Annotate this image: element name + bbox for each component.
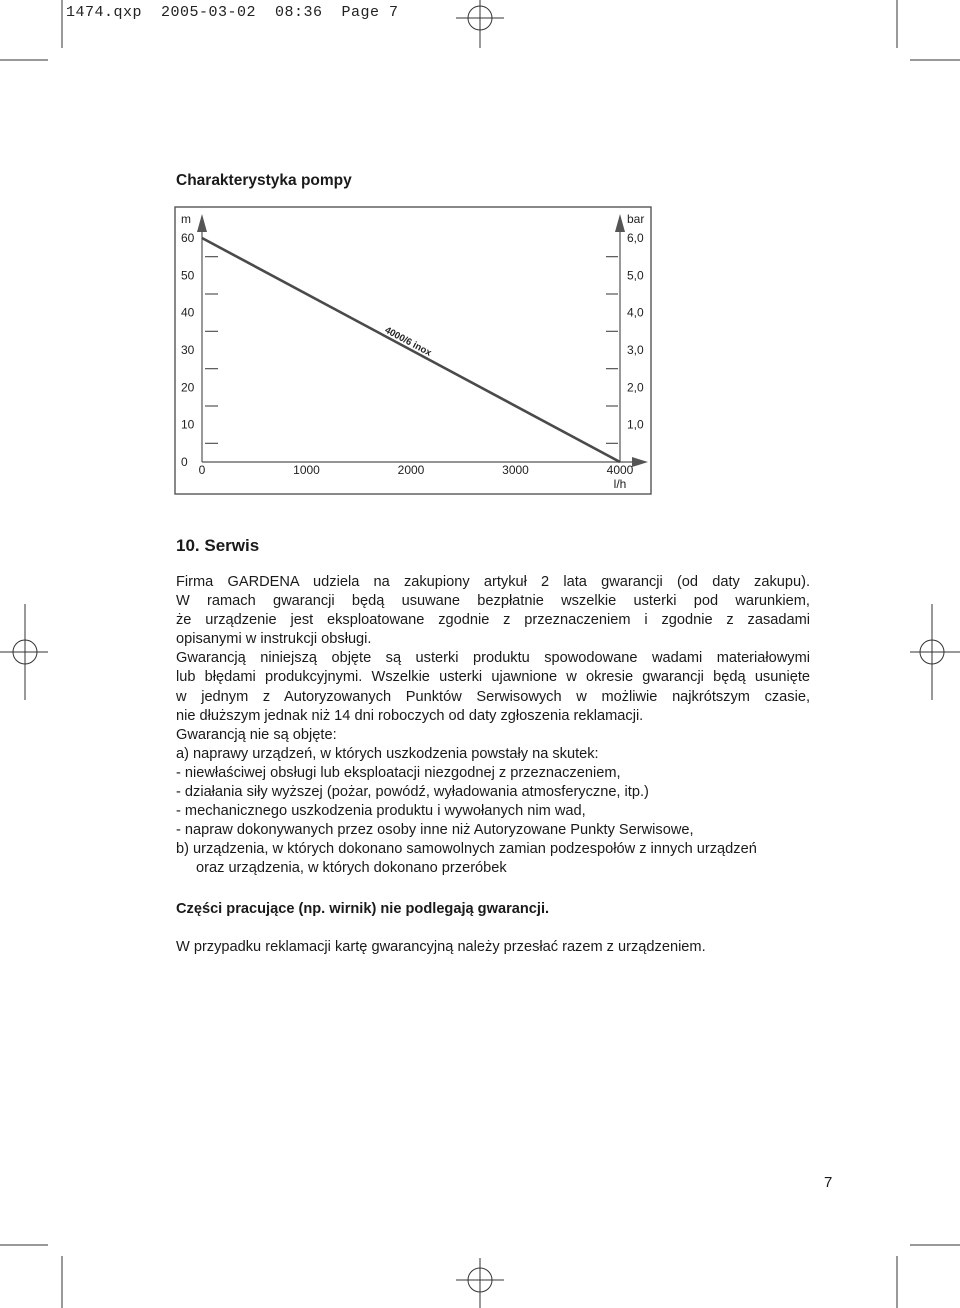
- series-line: [202, 238, 620, 462]
- series-label: 4000/6 inox: [382, 324, 434, 359]
- y-axis-right-unit: bar: [627, 212, 645, 226]
- y-axis-right-arrow: [615, 214, 625, 232]
- page-number: 7: [824, 1174, 833, 1191]
- x-tick-label: 0: [198, 463, 206, 477]
- text-line: - napraw dokonywanych przez osoby inne niż Autoryzowane Punkty Serwisowe,: [176, 822, 694, 839]
- text-line: oraz urządzenia, w których dokonano przeróbek: [196, 860, 507, 877]
- y-tick-label-left: 20: [181, 380, 195, 395]
- complaint-note: W przypadku reklamacji kartę gwarancyjną należy przesłać razem z urządzeniem.: [176, 939, 706, 955]
- print-slug: 1474.qxp 2005-03-02 08:36 Page 7: [66, 4, 399, 21]
- warranty-exclusions: [176, 726, 810, 879]
- chart-title: Charakterystyka pompy: [176, 172, 352, 189]
- text-line: nie dłuższym jednak niż 14 dni roboczych od daty zgłoszenia reklamacji.: [176, 707, 644, 724]
- warranty-paragraph-2: [176, 649, 810, 725]
- x-axis-arrow: [632, 457, 648, 467]
- y-axis-left-unit: m: [181, 212, 191, 226]
- service-section-title: 10. Serwis: [176, 536, 260, 555]
- y-tick-label-right: 4,0: [627, 305, 644, 320]
- text-line: Gwarancją nie są objęte:: [176, 726, 337, 743]
- warranty-paragraph-1: [176, 573, 810, 649]
- text-line: w jednym z Autoryzowanych Punktów Serwisowych w możliwie najkrótszym czasie,: [176, 688, 810, 705]
- y-tick-label-right: 3,0: [627, 343, 644, 357]
- y-tick-label-right: 5,0: [627, 268, 644, 283]
- x-tick-label: 3000: [502, 463, 529, 477]
- y-tick-label-right: 2,0: [627, 380, 644, 395]
- x-tick-label: 2000: [397, 463, 425, 477]
- text-line: W ramach gwarancji będą usuwane bezpłatnie wszelkie usterki pod warunkiem,: [176, 593, 810, 610]
- x-tick-label: 1000: [293, 463, 320, 477]
- text-line: opisanymi w instrukcji obsługi.: [176, 631, 372, 648]
- text-line: a) naprawy urządzeń, w których uszkodzenia powstały na skutek:: [176, 745, 599, 762]
- pump-characteristic-chart: [174, 206, 652, 496]
- y-tick-label-left: 60: [181, 231, 195, 245]
- text-line: b) urządzenia, w których dokonano samowolnych zamian podzespołów z innych urządzeń: [176, 841, 757, 858]
- x-axis-unit: l/h: [613, 477, 627, 491]
- text-line: - niewłaściwej obsługi lub eksploatacji niezgodnej z przeznaczeniem,: [176, 764, 621, 781]
- text-line: Firma GARDENA udziela na zakupiony artykuł 2 lata gwarancji (od daty zakupu).: [176, 574, 810, 590]
- y-tick-label-left: 50: [181, 268, 195, 283]
- text-line: że urządzenie jest eksploatowane zgodnie z przeznaczeniem i zgodnie z zasadami: [176, 612, 810, 629]
- y-tick-label-right: 6,0: [627, 231, 644, 245]
- y-tick-label-left: 0: [181, 455, 188, 469]
- text-line: lub błędami produkcyjnymi. Wszelkie usterki ujawnione w okresie gwarancji będą usunięte: [176, 669, 810, 686]
- text-line: - mechanicznego uszkodzenia produktu i wywołanych nim wad,: [176, 803, 586, 820]
- text-line: Gwarancją niniejszą objęte są usterki produktu spowodowane wadami materiałowymi: [176, 650, 810, 667]
- y-tick-label-left: 30: [181, 343, 195, 357]
- bold-warranty-note: Części pracujące (np. wirnik) nie podlegają gwarancji.: [176, 901, 550, 917]
- warranty-text: [176, 573, 810, 879]
- y-tick-label-right: 1,0: [627, 417, 644, 432]
- x-tick-label: 4000: [606, 463, 634, 477]
- text-line: - działania siły wyższej (pożar, powódź, wyładowania atmosferyczne, itp.): [176, 784, 649, 801]
- y-axis-left-arrow: [197, 214, 207, 232]
- y-tick-label-left: 40: [181, 305, 195, 320]
- y-tick-label-left: 10: [181, 417, 195, 432]
